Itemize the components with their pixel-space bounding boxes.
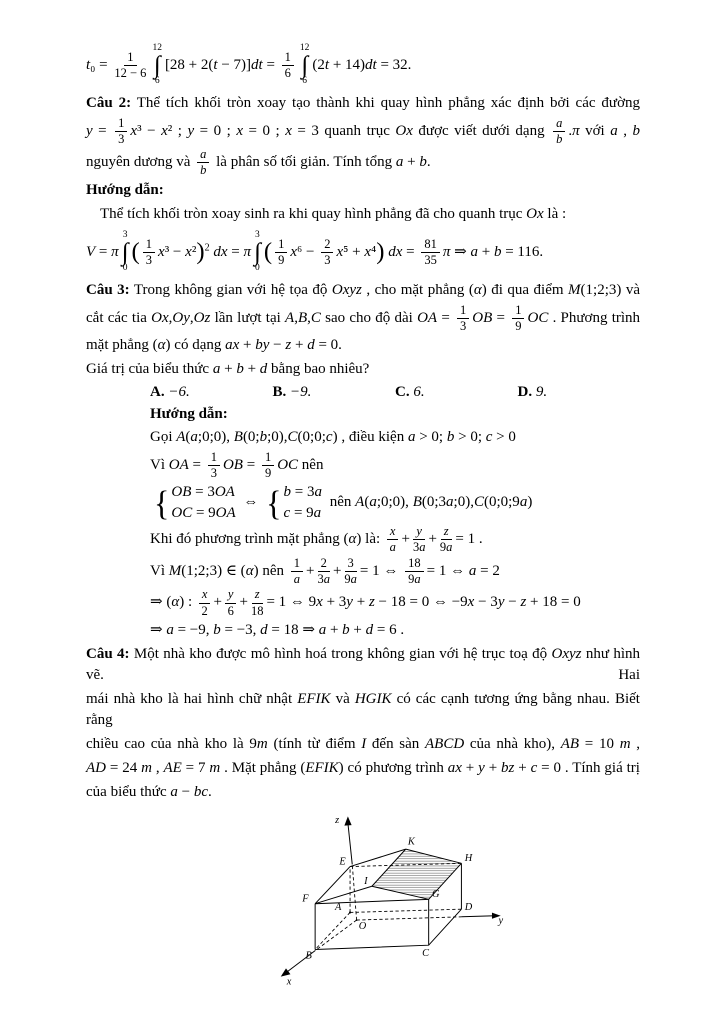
cau4-line1: Câu 4: Một nhà kho được mô hình hoá trong không gian với hệ trục toạ độ Oxyz như hình vẽ. Hai: [86, 645, 640, 684]
formula-t0: t₀ = $\frac{1}{12 - 6}$ 12 ∫ 6 [28 + 2(t − 7)]dt = $\frac{1}{6}$ 12 ∫ 6 (2t + 14)dt = 32.: [86, 43, 412, 87]
figure-label-H: H: [464, 852, 473, 864]
x-axis-arrow-icon: [281, 968, 291, 976]
cau3-huongdan-label: Hướng dẫn:: [150, 405, 228, 422]
figure-label-K: K: [407, 836, 415, 848]
answer-option-a: [150, 384, 273, 401]
cau3-line1: Câu 3: Trong không gian với hệ tọa độ Oxyz , cho mặt phẳng (α) đi qua điểm M(1;2;3) và: [86, 281, 641, 298]
z-axis-arrow-icon: [344, 816, 351, 825]
figure-label-B: B: [305, 949, 312, 961]
figure-label-y: y: [498, 914, 504, 926]
cau2-line2: y = $\frac{1}{3}$ x³ − x² ; y = 0 ; x = 0 ; x = 3 quanh trục Ox được viết dưới dạng $\frac{a}{b}$ .π với a , b: [86, 115, 641, 146]
solution-line-cases: { OB = 3OA OC = 9OA ⇔ { b = 3a c = 9a nên A(a;0;0), B(0;3a;0),C(0;0;9a): [154, 482, 533, 523]
cau4-line5: của biểu thức a − bc.: [86, 783, 212, 800]
cau3-line4: Giá trị của biểu thức a + b + d bằng bao nhiêu?: [86, 361, 370, 378]
figure-label-I: I: [364, 875, 368, 887]
cau2-line1: Câu 2: Thể tích khối tròn xoay tạo thành khi quay hình phẳng xác định bởi các đường: [86, 94, 640, 111]
solution-line-vi-oa: Vì OA = $\frac{1}{3}$ OB = $\frac{1}{9}$ OC nên: [150, 450, 324, 481]
cau4-line3: chiều cao của nhà kho là 9m (tính từ điểm I đến sàn ABCD của nhà kho), AB = 10 m ,: [86, 736, 641, 753]
answer-value-d: 9.: [535, 383, 548, 400]
cau3-line2: cắt các tia Ox,Oy,Oz lần lượt tại A,B,C sao cho độ dài OA = $\frac{1}{3}$ OB = $\frac{1}{9}$ OC . Phương trình: [86, 302, 641, 333]
answer-option-b: [273, 384, 396, 401]
cau4-line2: mái nhà kho là hai hình chữ nhật EFIK và HGIK có các cạnh tương ứng bằng nhau. Biết rằng: [86, 691, 640, 729]
origin-dot: [356, 919, 358, 921]
axis-arrowheads: [281, 816, 501, 976]
formula-volume: V = π 3 ∫ 0 ( $\frac{1}{3}$ x³ − x²)$^2$ dx = π 3 ∫ 0 ( $\frac{1}{9}$ x⁶ − $\frac{2}{3}$ x⁵ + x⁴) dx = $\frac{81}{35}$ π ⇒ a + b = 116.: [86, 230, 544, 274]
figure-label-O: O: [358, 920, 367, 932]
answer-options: [150, 384, 640, 401]
solution-line-result: ⇒ a = −9, b = −3, d = 18 ⇒ a + b + d = 6 .: [150, 622, 405, 639]
figure-label-z: z: [335, 814, 340, 826]
answer-label-d: D.: [517, 383, 533, 400]
cau2-huongdan-line: Thể tích khối tròn xoay sinh ra khi quay hình phẳng đã cho quanh trục Ox là :: [100, 205, 567, 222]
figure-label-D: D: [464, 901, 473, 913]
roof-face-hatched: [372, 849, 462, 899]
cau2-line3: nguyên dương và $\frac{a}{b}$ là phân số tối giản. Tính tổng a + b.: [86, 147, 431, 178]
solution-line-plane-eq: Khi đó phương trình mặt phẳng (α) là: $\frac{x}{a}$ + $\frac{y}{3a}$ + $\frac{z}{9a}$ = 1 .: [150, 523, 483, 554]
figure-label-x: x: [286, 975, 292, 987]
answer-label-b: B.: [272, 383, 287, 400]
cau2-huongdan-label: Hướng dẫn:: [86, 182, 164, 199]
solution-line-goi: Gọi A(a;0;0), B(0;b;0),C(0;0;c) , điều kiện a > 0; b > 0; c > 0: [150, 429, 516, 446]
answer-option-d: [518, 384, 641, 401]
answer-value-b: −9.: [290, 383, 312, 400]
figure-label-G: G: [431, 888, 440, 900]
answer-value-a: −6.: [168, 383, 190, 400]
figure-label-F: F: [302, 893, 309, 905]
figure-label-E: E: [339, 855, 346, 867]
answer-label-a: A.: [150, 383, 165, 400]
cau3-line3: mặt phẳng (α) có dạng ax + by − z + d = 0.: [86, 337, 342, 354]
point-a-dot: [349, 911, 351, 913]
answer-value-c: 6.: [413, 383, 425, 400]
warehouse-3d-figure: [254, 812, 516, 1000]
answer-option-c: [395, 384, 518, 401]
cau4-line4: AD = 24 m , AE = 7 m . Mặt phẳng (EFIK) có phương trình ax + y + bz + c = 0 . Tính giá trị: [86, 759, 640, 776]
solution-line-expand: ⇒ (α) : $\frac{x}{2}$ + $\frac{y}{6}$ + $\frac{z}{18}$ = 1 ⇔ 9x + 3y + z − 18 = 0 ⇔ −9x − 3y − z + 18 = 0: [150, 587, 581, 618]
figure-label-A: A: [335, 901, 342, 913]
answer-label-c: C.: [395, 383, 410, 400]
solution-line-substitute-m: Vì M(1;2;3) ∈ (α) nên $\frac{1}{a}$ + $\frac{2}{3a}$ + $\frac{3}{9a}$ = 1 ⇔ $\frac{18}{9a}$ = 1 ⇔ a = 2: [150, 555, 500, 586]
figure-label-C: C: [422, 947, 430, 959]
axis-lines: [283, 822, 495, 974]
